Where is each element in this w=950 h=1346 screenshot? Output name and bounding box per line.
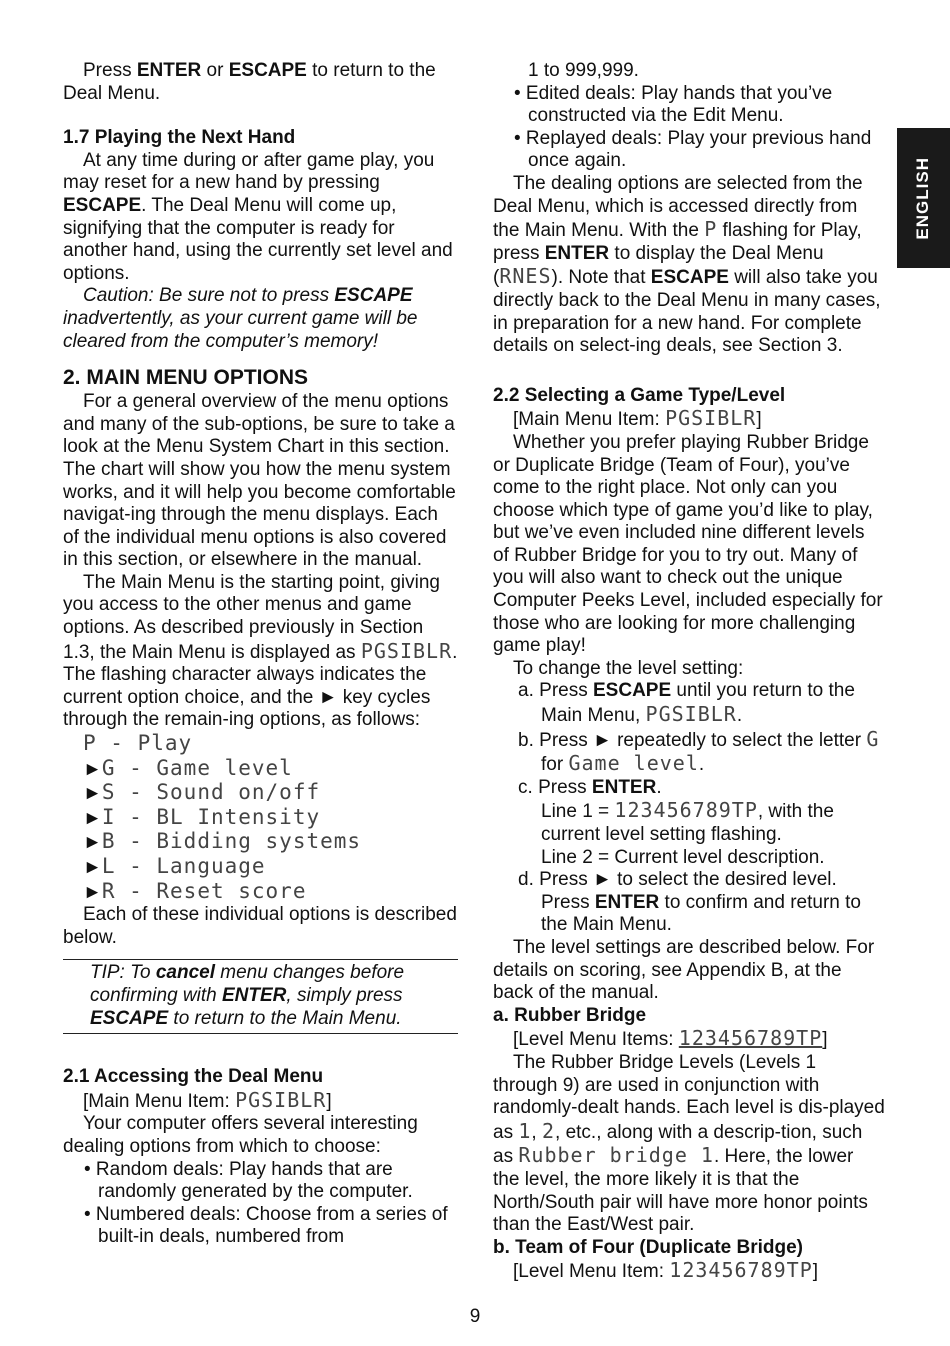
right-arrow-icon: ► [318,686,338,708]
step-d-line2 [493,892,885,937]
text: to return to the Main Menu. [168,1007,402,1029]
text: Press [539,869,593,891]
lcd-display-text: PGSIBLR [645,702,737,727]
text: menu changes before confirming with [90,962,405,1006]
key-enter: ENTER [591,776,657,798]
step-c [493,777,885,800]
right-arrow-icon: ► [83,758,102,780]
paragraph: For a general overview of the menu options and many of the sub-options, be sure to take a look at the Menu System Chart in this section. The chart will show you how the menu system works, and it will help you become comfortable navigat-ing through the menu displays. Each of the individual menu options is also covered in this section, or elsewhere in the manual. [63,391,456,571]
text: repeatedly to select the letter [611,729,867,751]
lcd-display-text: 1 [518,1118,532,1143]
text: . The Deal Menu will come up, signifying that the computer is ready for another hand, using the currently set level and options. [63,194,453,284]
menu-item [63,781,458,806]
lcd-display-text: 2 [541,1118,556,1143]
lcd-display-text: Game level [568,751,699,776]
text: . [698,754,705,776]
step-c-line1 [493,799,885,846]
text: [Level Menu Items: [513,1029,679,1051]
right-arrow-icon: ► [83,783,102,805]
text: . Here, the lower the level, the more likely it is that the North/South pair will have more honor points than the East/West pair. [493,1146,868,1236]
step-marker: a. [518,680,534,702]
menu-item [63,855,458,880]
paragraph [493,173,885,358]
text: for [541,754,569,776]
lcd-display-text: R - Reset score [101,878,307,903]
step-marker: b. [518,729,534,751]
text: . [736,705,743,727]
text: ] [756,409,762,431]
paragraph: Whether you prefer playing Rubber Bridge or Duplicate Bridge (Team of Four), you’ve come to the right place. Not only can you choose which type of game you’d like to play, but we’ve even included nine different levels of Rubber Bridge for you to try out. Many of you will also want to check out the unique Computer Peeks Level, included especially for those who are looking for more challenging game play! [493,431,883,657]
right-arrow-icon: ► [83,857,102,878]
caution-paragraph [63,285,458,353]
section-heading-2-2: 2.2 Selecting a Game Type/Level [493,384,786,406]
text: Press [539,729,593,751]
section-heading-2: 2. MAIN MENU OPTIONS [63,366,309,390]
section-heading-2-1: 2.1 Accessing the Deal Menu [63,1066,324,1088]
lcd-display-text: B - Bidding systems [101,829,362,854]
step-marker: d. [518,869,534,891]
continued-line: 1 to 999,999. [528,60,639,81]
step-b [493,728,885,777]
text: , [531,1121,542,1143]
tip-box [63,959,458,1034]
text: The Main Menu is the starting point, giving you access to the other menus and game options. As described previously in Section 1.3, the Main Menu is displayed as [63,571,440,663]
text: inadvertently, as your current game will be cleared from the computer’s memory! [63,307,418,352]
text: until you return to the Main Menu, [541,680,855,727]
text: key cycles through the remain-ing options, as follows: [63,686,431,731]
key-escape: ESCAPE [228,60,307,81]
key-escape: ESCAPE [90,1007,169,1029]
lcd-display-text: G - Game level [101,755,293,780]
text: At any time during or after game play, you may reset for a new hand by pressing [63,149,435,194]
text: [Main Menu Item: [83,1090,236,1112]
menu-item [63,732,458,757]
lcd-display-text: S - Sound on/off [101,780,321,805]
language-side-tab [897,128,950,268]
text: Press [541,891,595,913]
left-column [63,60,458,1249]
text: or [201,60,229,81]
lcd-display-text: 123456789TP [669,1258,813,1283]
lcd-display-text: G [866,726,880,751]
subheading-rubber-bridge: a. Rubber Bridge [493,1004,647,1026]
menu-item [63,806,458,831]
text: to display the Deal Menu ( [493,242,824,289]
right-arrow-icon: ► [593,729,612,751]
level-items-reference [493,1259,885,1284]
text: to select the desired level. [611,869,837,891]
right-column [493,60,885,1284]
section-heading-1-7: 1.7 Playing the Next Hand [63,127,296,149]
text: , with the current level setting flashing. [541,801,834,845]
step-a [493,680,885,727]
text: Press [83,60,137,81]
menu-item-reference [63,1089,458,1114]
paragraph: Your computer offers several interesting dealing options from which to choose: [63,1113,418,1157]
text: ] [822,1029,828,1051]
key-escape: ESCAPE [650,267,729,289]
right-arrow-icon: ► [593,869,612,891]
lcd-display-text: Rubber bridge 1 [518,1143,714,1168]
step-c-line2: Line 2 = Current level description. [541,846,825,868]
paragraph: Each of these individual options is described below. [63,904,457,948]
lcd-display-text: L - Language [101,854,266,878]
subheading-team-of-four: b. Team of Four (Duplicate Bridge) [493,1236,803,1258]
right-arrow-icon: ► [83,807,102,829]
language-tab-label: ENGLISH [913,156,933,240]
text: ] [326,1090,332,1112]
text: Caution: Be sure not to press [83,285,335,307]
key-enter: ENTER [544,242,610,264]
text: TIP: To [90,962,156,984]
bullet-item: • Edited deals: Play hands that you’ve constructed via the Edit Menu. [514,82,833,127]
step-marker: c. [518,776,533,798]
text: Press [539,680,593,702]
intro-paragraph [63,60,458,105]
bullet-item: • Replayed deals: Play your previous hand once again. [514,127,872,172]
bullet-item: • Numbered deals: Choose from a series of built-in deals, numbered from [84,1203,448,1248]
text: ] [812,1261,819,1283]
lcd-display-text: 123456789TP [678,1026,823,1051]
menu-item [63,830,458,855]
text: The dealing options are selected from the Deal Menu, which is accessed directly from the Main Menu. With the [493,172,863,242]
lcd-display-text: P [704,217,718,242]
key-escape: ESCAPE [334,285,413,307]
bold-cancel: cancel [155,962,215,984]
text: to confirm and return to the Main Menu. [541,891,861,936]
lcd-display-text: PGSIBLR [665,406,757,431]
text: The Rubber Bridge Levels (Levels 1 through 9) are used in conjunction with randomly-dealt hands. Each level is dis-played as [493,1051,885,1143]
text: . The flashing character always indicates the current option choice, and the [63,641,458,708]
lcd-display-text: PGSIBLR [360,638,453,663]
paragraph: The level settings are described below. For details on scoring, see Appendix B, at the back of the manual. [493,936,875,1004]
key-enter: ENTER [136,60,202,81]
page-number: 9 [469,1306,481,1327]
right-arrow-icon: ► [83,881,102,903]
menu-item [63,757,458,782]
menu-item [63,880,458,905]
right-arrow-icon: ► [83,832,102,854]
paragraph [63,572,458,732]
text: [Level Menu Item: [513,1261,670,1283]
key-escape: ESCAPE [63,194,142,216]
text: ). Note that [551,267,651,289]
key-escape: ESCAPE [593,680,672,702]
lcd-display-text: I - BL Intensity [101,804,321,829]
text: , simply press [286,984,403,1006]
text: Line 1 = [541,801,615,823]
bullet-item: • Random deals: Play hands that are randomly generated by the computer. [84,1158,413,1203]
text: , etc., along with a descrip-tion, such as [493,1121,863,1168]
lcd-display-text: PGSIBLR [235,1087,327,1112]
key-enter: ENTER [222,984,287,1006]
paragraph [493,1052,885,1237]
text: will also take you directly back to the Deal Menu in many cases, in preparation for a new hand. For complete details on select-ing deals, see Section 3. [493,267,881,357]
lcd-display-text: 123456789TP [614,798,758,823]
paragraph [63,150,458,286]
level-items-reference [493,1027,885,1052]
step-d [493,869,885,892]
text: [Main Menu Item: [513,409,666,431]
menu-item-reference [493,407,885,432]
paragraph: To change the level setting: [513,657,744,679]
text: . [656,776,662,798]
main-menu-list [63,732,458,904]
text: flashing for Play, press [493,220,862,264]
text: to return to the Deal Menu. [63,60,436,104]
text: Press [538,776,592,798]
lcd-display-text: P - Play [83,731,193,756]
lcd-display-text: RNES [499,264,552,289]
key-enter: ENTER [594,891,660,913]
